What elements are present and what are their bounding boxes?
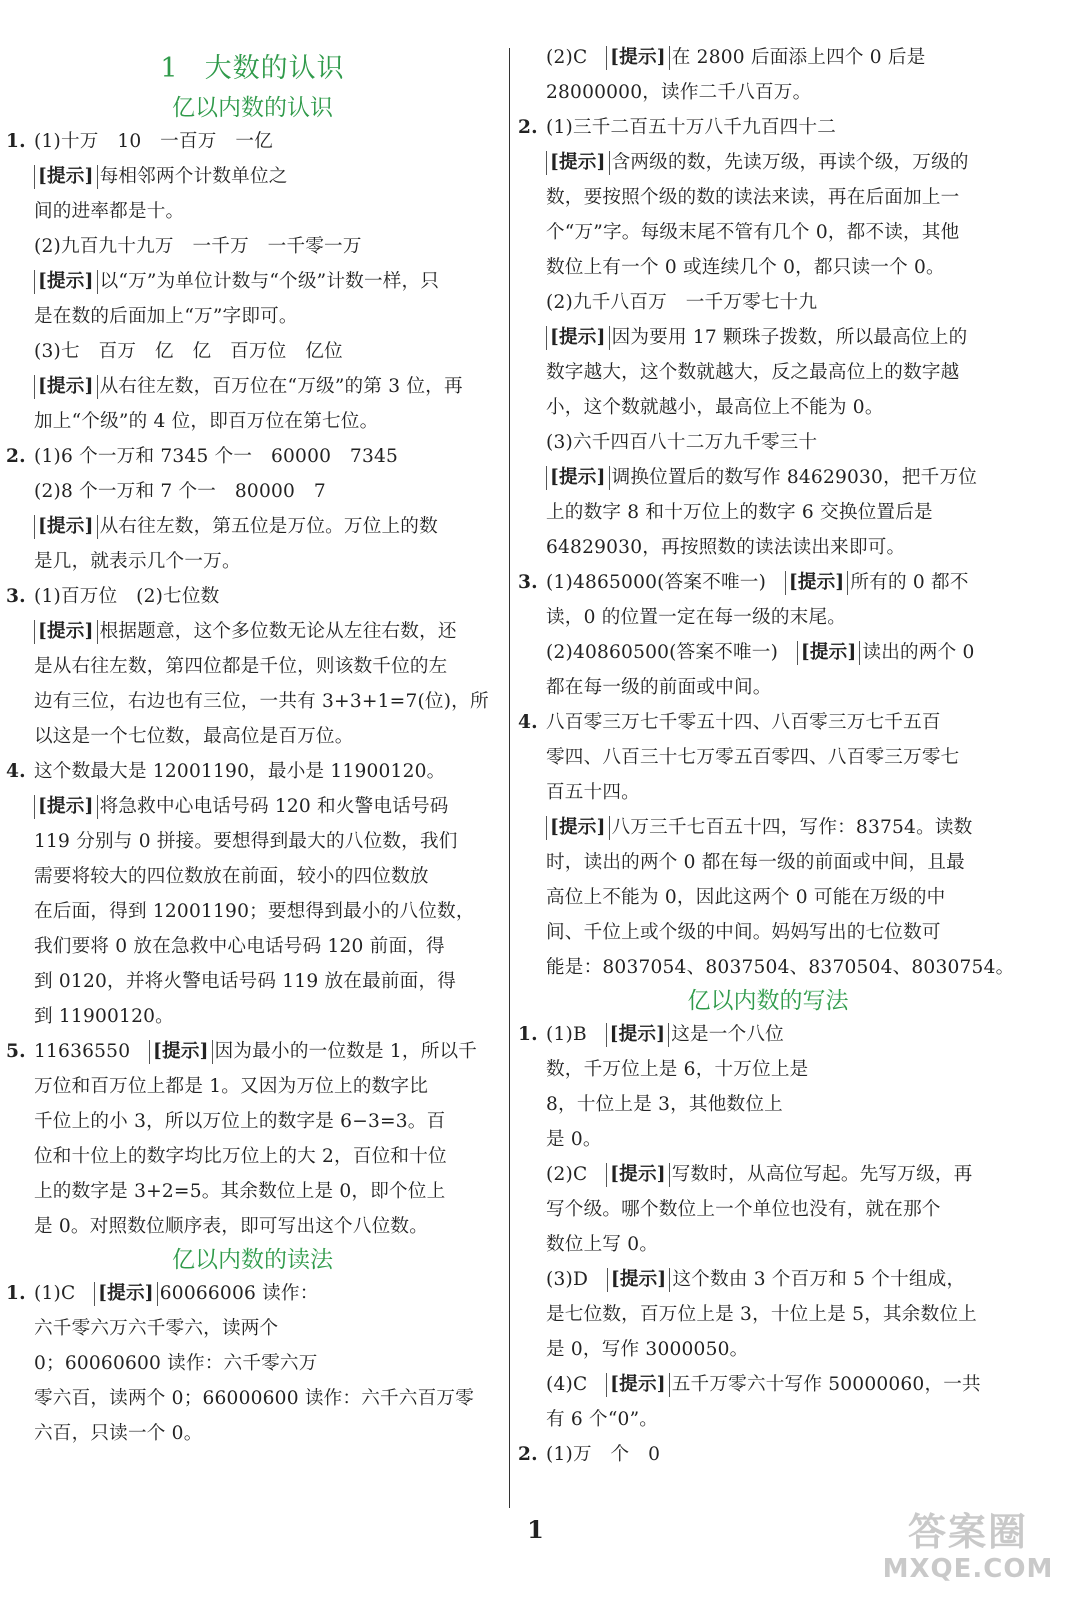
answer-line [512,950,1024,985]
section-title: 亿以内数的认识 [172,95,333,121]
answer-line [0,509,505,544]
answer-line [512,635,1024,670]
answer-line [0,194,505,229]
answer-line [512,1157,1024,1192]
answer-line [512,1192,1024,1227]
answer-line [0,159,505,194]
answer-line [0,1346,505,1381]
section-title: 亿以内数的写法 [687,988,849,1014]
answer-choice: (4)C [546,1374,607,1395]
line-text: 因为最小的一位数是 1，所以千 [214,1041,478,1062]
watermark-logo [878,1510,1058,1590]
answer-line [512,1017,1024,1052]
line-text: (1)三千二百五十万八千九百四十二 [546,117,837,138]
line-text: 个“万”字。每级末尾不管有几个 0，都不读，其他 [546,222,960,243]
column-divider [509,48,510,1508]
answer-line [512,250,1024,285]
line-text: 八万三千七百五十四，写作：83754。读数 [611,817,973,838]
hint-label: [提示] [546,326,610,350]
answer-line [512,1052,1024,1087]
line-text: (2)九百九十九万 一千万 一千零一万 [34,236,362,257]
answer-line [0,334,505,369]
answer-line [0,1209,505,1244]
line-text: 到 0120，并将火警电话号码 119 放在最前面，得 [34,971,457,992]
answer-line [512,775,1024,810]
line-text: 这个数由 3 个百万和 5 个十组成， [672,1269,966,1290]
line-text: 间的进率都是十。 [34,201,185,222]
answer-line [0,474,505,509]
answer-line [0,1276,505,1311]
answer-line [512,530,1024,565]
answer-line [512,1262,1024,1297]
watermark-top-text: 答案圈 [907,1510,1028,1554]
answer-choice: (1)B [546,1024,606,1045]
hint-label: [提示] [546,816,610,840]
line-text: 从右往左数，第五位是万位。万位上的数 [99,516,438,537]
hint-label: [提示] [94,1282,158,1306]
line-text: 读，0 的位置一定在每一级的末尾。 [546,607,847,628]
answer-line [0,1381,505,1416]
line-text: 时，读出的两个 0 都在每一级的前面或中间，且最 [546,852,965,873]
hint-label: [提示] [607,1268,671,1292]
answer-line [512,705,1024,740]
line-text: 到 11900120。 [34,1006,174,1027]
line-text: (1)万 个 0 [546,1444,661,1465]
chapter-title-text: 大数的认识 [204,53,345,84]
answer-line [512,880,1024,915]
answer-line [512,390,1024,425]
hint-label: [提示] [34,620,98,644]
answer-line [0,264,505,299]
question-number: 4. [518,712,538,733]
answer-line [512,320,1024,355]
hint-label: [提示] [34,515,98,539]
answer-line [0,439,505,474]
hint-label: [提示] [34,270,98,294]
answer-line [0,369,505,404]
line-text: 边有三位，右边也有三位，一共有 3+3+1=7(位)，所 [34,691,489,712]
hint-label: [提示] [797,641,861,665]
line-text: 是 0。对照数位顺序表，即可写出这个八位数。 [34,1216,429,1237]
answer-line [512,1297,1024,1332]
line-text: 28000000，读作二千八百万。 [546,82,812,103]
answer-line [512,845,1024,880]
answer-line [512,355,1024,390]
answer-line [0,1104,505,1139]
question-number: 4. [6,761,26,782]
line-text: 数字越大，这个数就越大，反之最高位上的数字越 [546,362,960,383]
answer-line [512,1437,1024,1472]
answer-line [0,1069,505,1104]
answer-choice: (3)D [546,1269,607,1290]
answer-line [0,614,505,649]
hint-label: [提示] [546,151,610,175]
line-text: 五千万零六十写作 50000060，一共 [671,1374,981,1395]
line-text: 加上“个级”的 4 位，即百万位在第七位。 [34,411,379,432]
answer-line [512,1402,1024,1437]
answer-line [0,1139,505,1174]
line-text: 以“万”为单位计数与“个级”计数一样，只 [99,271,440,292]
line-text: 所有的 0 都不 [850,572,969,593]
answer-line [512,565,1024,600]
line-text: 数，千万位上是 6，十万位上是 [546,1059,809,1080]
section-title: 亿以内数的读法 [172,1247,333,1273]
answer-choice: (1)C [34,1283,95,1304]
line-text: 从右往左数，百万位在“万级”的第 3 位，再 [99,376,463,397]
line-text: 这是一个八位 [671,1024,784,1045]
line-text: 读出的两个 0 [862,642,975,663]
answer-line [0,684,505,719]
line-text: 数，要按照个级的数的读法来读，再在后面加上一 [546,187,960,208]
answer-line [0,299,505,334]
answer-line [512,1227,1024,1262]
line-text: 小，这个数就越小，最高位上不能为 0。 [546,397,884,418]
answer-line [0,859,505,894]
hint-label: [提示] [546,466,610,490]
answer-line [512,740,1024,775]
line-text: 在后面，得到 12001190；要想得到最小的八位数， [34,901,475,922]
chapter-title [0,46,505,92]
answer-line [512,810,1024,845]
answer-line [0,999,505,1034]
line-text: 是 0。 [546,1129,602,1150]
line-text: 64829030，再按照数的读法读出来即可。 [546,537,906,558]
line-text: 上的数字 8 和十万位上的数字 6 交换位置后是 [546,502,933,523]
answer-line [0,754,505,789]
line-text: 零六百，读两个 0；66000600 读作：六千六百万零 [34,1388,474,1409]
line-text: 数位上写 0。 [546,1234,659,1255]
answer-line [0,649,505,684]
hint-label: [提示] [606,1373,670,1397]
line-text: 根据题意，这个多位数无论从左往右数，还 [99,621,457,642]
line-text: 这个数最大是 12001190，最小是 11900120。 [34,761,446,782]
answer-line [0,964,505,999]
hint-label: [提示] [34,375,98,399]
hint-label: [提示] [149,1040,213,1064]
answer-choice: (2)40860500(答案不唯一) [546,642,797,663]
question-number: 2. [518,117,538,138]
line-text: 能是：8037054、8037504、8370504、8030754。 [546,957,1015,978]
line-text: (3)七 百万 亿 亿 百万位 亿位 [34,341,343,362]
answer-line [512,1367,1024,1402]
right-column [512,40,1024,1472]
line-text: 千位上的小 3，所以万位上的数字是 6−3=3。百 [34,1111,446,1132]
line-text: 需要将较大的四位数放在前面，较小的四位数放 [34,866,429,887]
question-number: 3. [518,572,538,593]
line-text: 是几，就表示几个一万。 [34,551,241,572]
answer-line [512,460,1024,495]
question-number: 2. [6,446,26,467]
line-text: 写数时，从高位写起。先写万级，再 [671,1164,973,1185]
hint-label: [提示] [34,165,98,189]
line-text: 八百零三万七千零五十四、八百零三万七千五百 [546,712,941,733]
question-number: 5. [6,1041,26,1062]
hint-label: [提示] [606,46,670,70]
line-text: (1)百万位 (2)七位数 [34,586,220,607]
line-text: (1)十万 10 一百万 一亿 [34,131,273,152]
answer-line [512,425,1024,460]
answer-line [0,1416,505,1451]
chapter-number: 1 [160,53,179,84]
line-text: 我们要将 0 放在急救中心电话号码 120 前面，得 [34,936,445,957]
answer-line [512,1087,1024,1122]
line-text: 写个级。哪个数位上一个单位也没有，就在那个 [546,1199,941,1220]
answer-line [0,124,505,159]
line-text: 位和十位上的数字均比万位上的大 2，百位和十位 [34,1146,447,1167]
line-text: 有 6 个“0”。 [546,1409,659,1430]
line-text: (1)6 个一万和 7345 个一 60000 7345 [34,446,399,467]
line-text: 60066006 读作： [159,1283,319,1304]
answer-line [0,579,505,614]
question-number: 3. [6,586,26,607]
line-text: 是七位数，百万位上是 3，十位上是 5，其余数位上 [546,1304,977,1325]
line-text: 上的数字是 3+2=5。其余数位上是 0，即个位上 [34,1181,446,1202]
line-text: 0；60060600 读作：六千零六万 [34,1353,318,1374]
answer-line [512,1122,1024,1157]
answer-line [0,1311,505,1346]
answer-line [512,495,1024,530]
line-text: 六千零六万六千零六，读两个 [34,1318,279,1339]
answer-line [512,1332,1024,1367]
line-text: 每相邻两个计数单位之 [99,166,288,187]
watermark-bottom-text: MXQE.COM [882,1554,1054,1584]
answer-choice: (1)4865000(答案不唯一) [546,572,785,593]
line-text: 119 分别与 0 拼接。要想得到最大的八位数，我们 [34,831,458,852]
line-text: 万位和百万位上都是 1。又因为万位上的数字比 [34,1076,429,1097]
line-text: 百五十四。 [546,782,640,803]
answer-line [0,929,505,964]
line-text: 高位上不能为 0，因此这两个 0 可能在万级的中 [546,887,946,908]
page-number: 1 [527,1515,544,1544]
answer-line [512,285,1024,320]
hint-label: [提示] [606,1163,670,1187]
answer-line [512,145,1024,180]
answer-line [512,40,1024,75]
answer-line [0,1174,505,1209]
answer-line [512,75,1024,110]
line-text: 是 0，写作 3000050。 [546,1339,749,1360]
answer-line [0,544,505,579]
answer-line [0,894,505,929]
answer-line [0,719,505,754]
question-number: 1. [6,131,26,152]
answer-line [512,915,1024,950]
line-text: 数位上有一个 0 或连续几个 0，都只读一个 0。 [546,257,945,278]
answer-line [0,824,505,859]
answer-line [512,180,1024,215]
line-text: 是从右往左数，第四位都是千位，则该数千位的左 [34,656,448,677]
answer-line [512,600,1024,635]
line-text: 都在每一级的前面或中间。 [546,677,772,698]
line-text: 因为要用 17 颗珠子拨数，所以最高位上的 [611,327,968,348]
line-text: 调换位置后的数写作 84629030，把千万位 [611,467,978,488]
line-text: 间、千位上或个级的中间。妈妈写出的七位数可 [546,922,941,943]
line-text: 将急救中心电话号码 120 和火警电话号码 [99,796,449,817]
line-text: 是在数的后面加上“万”字即可。 [34,306,298,327]
answer-line [512,215,1024,250]
line-text: 含两级的数，先读万级，再读个级，万级的 [611,152,969,173]
question-number: 1. [6,1283,26,1304]
line-text: (2)九千八百万 一千万零七十九 [546,292,818,313]
answer-choice: 11636550 [34,1041,150,1062]
line-text: 零四、八百三十七万零五百零四、八百零三万零七 [546,747,960,768]
hint-label: [提示] [606,1023,670,1047]
line-text: (3)六千四百八十二万九千零三十 [546,432,818,453]
answer-choice: (2)C [546,47,607,68]
hint-label: [提示] [785,571,849,595]
line-text: (2)8 个一万和 7 个一 80000 7 [34,481,326,502]
left-column [0,40,505,1451]
answer-choice: (2)C [546,1164,607,1185]
answer-line [0,229,505,264]
line-text: 以这是一个七位数，最高位是百万位。 [34,726,354,747]
line-text: 8，十位上是 3，其他数位上 [546,1094,783,1115]
hint-label: [提示] [34,795,98,819]
answer-line [0,1034,505,1069]
line-text: 在 2800 后面添上四个 0 后是 [671,47,926,68]
question-number: 1. [518,1024,538,1045]
answer-line [512,110,1024,145]
line-text: 六百，只读一个 0。 [34,1423,203,1444]
answer-line [512,670,1024,705]
answer-line [0,404,505,439]
answer-line [0,789,505,824]
question-number: 2. [518,1444,538,1465]
